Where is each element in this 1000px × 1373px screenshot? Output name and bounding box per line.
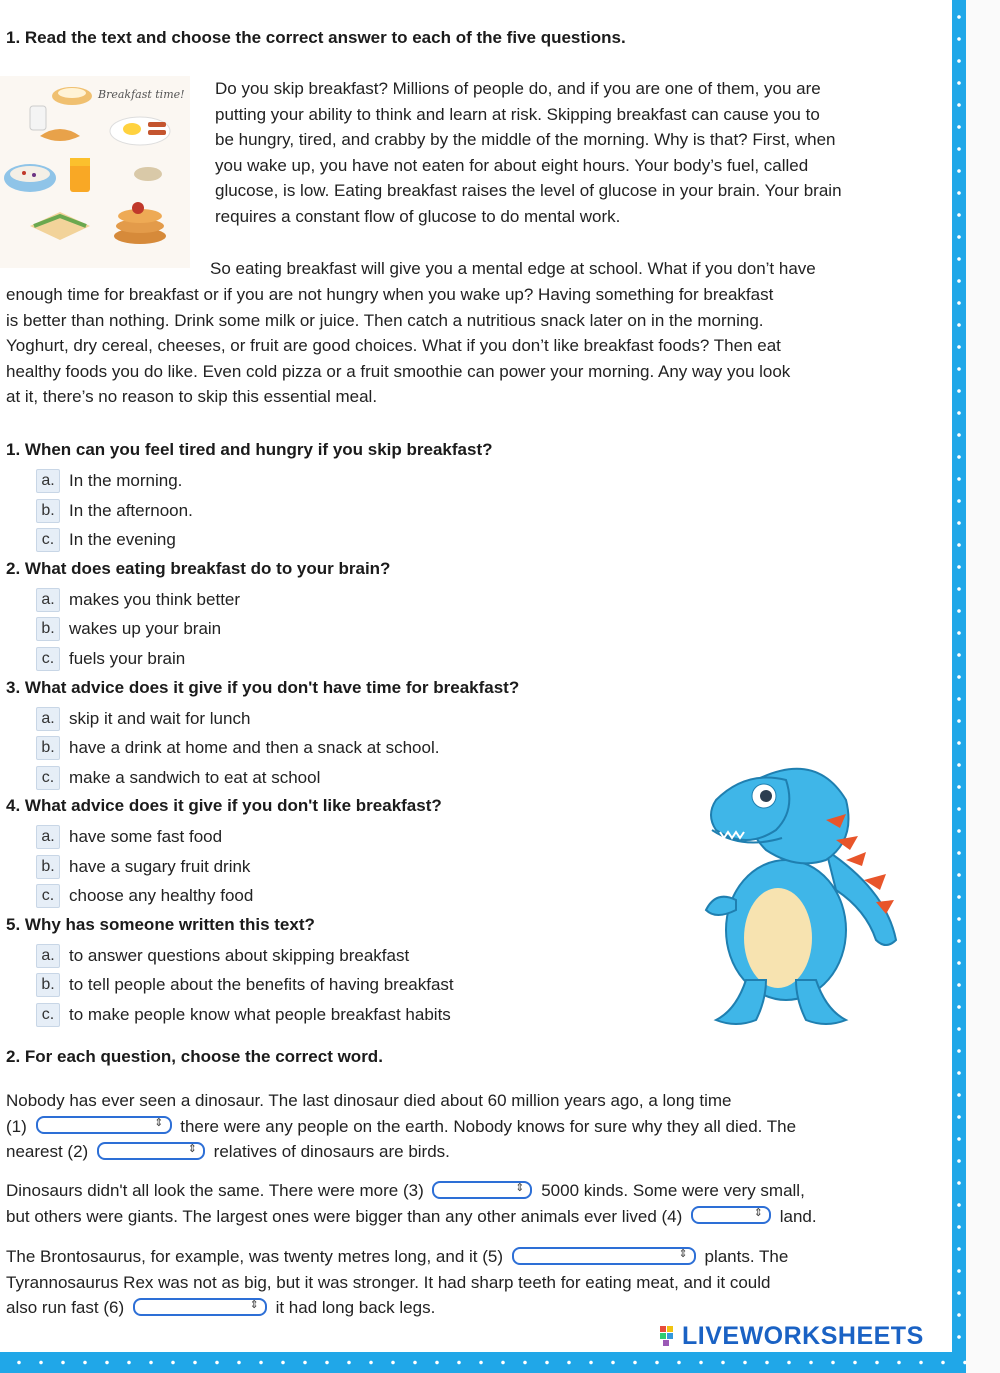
logo-text: LIVEWORKSHEETS — [682, 1322, 924, 1350]
q5-option-a[interactable] — [36, 944, 409, 968]
section-2-title: 2. For each question, choose the correct word. — [6, 1047, 383, 1066]
intro-paragraph — [215, 76, 922, 230]
option-text: fuels your brain — [69, 649, 186, 668]
gap-suffix: it had long back legs. — [275, 1298, 436, 1318]
option-letter: c. — [36, 1003, 60, 1027]
logo-mark-icon — [660, 1326, 678, 1348]
question-4: 4. What advice does it give if you don't like breakfast? — [6, 796, 442, 815]
question-1: 1. When can you feel tired and hungry if you skip breakfast? — [6, 440, 493, 459]
option-text: have some fast food — [69, 827, 223, 846]
option-text: skip it and wait for lunch — [69, 709, 251, 728]
option-letter: c. — [36, 528, 60, 552]
q2-option-b[interactable] — [36, 617, 221, 641]
option-letter: a. — [36, 588, 60, 612]
option-text: to tell people about the benefits of having breakfast — [69, 975, 454, 994]
q1-option-b[interactable] — [36, 499, 193, 523]
q3-option-a[interactable] — [36, 707, 250, 731]
dropdown-arrow-icon: ⇕ — [187, 1142, 197, 1155]
para-line: is better than nothing. Drink some milk or juice. Then catch a nutritious snack later on in the morning. — [6, 310, 764, 330]
option-text: In the evening — [69, 530, 176, 549]
para-line-gap-4 — [6, 1204, 922, 1230]
dropdown-arrow-icon: ⇕ — [753, 1207, 764, 1220]
q4-option-c[interactable] — [36, 884, 253, 908]
option-text: choose any healthy food — [69, 886, 254, 905]
gap-3-dropdown[interactable] — [432, 1181, 532, 1199]
option-letter: a. — [36, 825, 60, 849]
option-text: In the morning. — [69, 471, 183, 490]
page-gutter — [966, 0, 1000, 1373]
para-line: Yoghurt, dry cereal, cheeses, or fruit are good choices. What if you don’t like breakfast foods? Then eat — [6, 336, 781, 356]
s2-paragraph-2 — [6, 1178, 922, 1229]
para-line: at it, there’s no reason to skip this essential meal. — [6, 387, 378, 407]
option-letter: b. — [36, 736, 60, 760]
option-letter: b. — [36, 617, 60, 641]
q2-option-c[interactable] — [36, 647, 185, 671]
paragraph-2 — [6, 282, 922, 410]
para-line-gap-3 — [6, 1178, 922, 1204]
gap-suffix: 5000 kinds. Some were very small, — [541, 1181, 805, 1200]
para-line-gap-6 — [6, 1295, 922, 1321]
q5-option-c[interactable] — [36, 1003, 451, 1027]
q4-option-a[interactable] — [36, 825, 222, 849]
breakfast-food-icon — [0, 76, 190, 268]
option-text: have a drink at home and then a snack at school. — [69, 738, 440, 757]
option-letter: b. — [36, 973, 60, 997]
q1-option-c[interactable] — [36, 528, 176, 552]
option-letter: a. — [36, 469, 60, 493]
option-text: make a sandwich to eat at school — [69, 768, 321, 787]
para-line-gap-1 — [6, 1114, 922, 1140]
s2-paragraph-3 — [6, 1244, 922, 1321]
option-letter: c. — [36, 884, 60, 908]
breakfast-label: Breakfast time! — [98, 88, 185, 101]
q3-option-c[interactable] — [36, 766, 320, 790]
question-2: 2. What does eating breakfast do to your brain? — [6, 559, 391, 578]
q5-option-b[interactable] — [36, 973, 454, 997]
liveworksheets-logo — [660, 1322, 924, 1351]
gap-suffix: plants. The — [704, 1247, 789, 1266]
intro-line: glucose, is low. Eating breakfast raises the level of glucose in your brain. Your brain — [215, 181, 842, 201]
para-line-gap-2 — [6, 1139, 922, 1165]
q4-option-b[interactable] — [36, 855, 250, 879]
option-text: makes you think better — [69, 590, 241, 609]
q1-option-a[interactable] — [36, 469, 182, 493]
gap-prefix: Dinosaurs didn't all look the same. There were more (3) — [6, 1181, 424, 1200]
gap-prefix: but others were giants. The largest ones were bigger than any other animals ever lived (4) — [6, 1206, 683, 1226]
para-line: Nobody has ever seen a dinosaur. The last dinosaur died about 60 million years ago, a long time — [6, 1091, 732, 1110]
option-text: In the afternoon. — [69, 501, 193, 520]
gap-prefix: also run fast (6) — [6, 1298, 125, 1318]
para-line-gap-5 — [6, 1244, 922, 1270]
question-5: 5. Why has someone written this text? — [6, 915, 315, 934]
option-letter: b. — [36, 855, 60, 879]
para-line: healthy foods you do like. Even cold pizza or a fruit smoothie can power your morning. Any way you look — [6, 361, 791, 381]
section-1-title: 1. Read the text and choose the correct answer to each of the five questions. — [6, 28, 626, 47]
intro-line: requires a constant flow of glucose to do mental work. — [215, 206, 621, 226]
gap-suffix: land. — [779, 1206, 817, 1226]
intro-line: you wake up, you have not eaten for about eight hours. Your body’s fuel, called — [215, 155, 809, 175]
q3-option-b[interactable] — [36, 736, 439, 760]
question-3: 3. What advice does it give if you don't have time for breakfast? — [6, 678, 520, 697]
gap-4-dropdown[interactable] — [691, 1206, 771, 1224]
gap-suffix: relatives of dinosaurs are birds. — [213, 1142, 450, 1162]
option-letter: c. — [36, 766, 60, 790]
para-line: Tyrannosaurus Rex was not as big, but it was stronger. It had sharp teeth for eating meat, and it could — [6, 1272, 771, 1292]
decorative-bottom-border — [0, 1352, 966, 1373]
gap-prefix: The Brontosaurus, for example, was twenty metres long, and it (5) — [6, 1247, 504, 1266]
dinosaur-illustration — [676, 760, 916, 1040]
option-letter: c. — [36, 647, 60, 671]
intro-line: Do you skip breakfast? Millions of people do, and if you are one of them, you are — [215, 79, 821, 98]
gap-suffix: there were any people on the earth. Nobody knows for sure why they all died. The — [180, 1116, 797, 1136]
dropdown-arrow-icon: ⇕ — [249, 1298, 259, 1311]
gap-6-dropdown[interactable] — [133, 1298, 267, 1316]
dropdown-arrow-icon: ⇕ — [154, 1117, 164, 1130]
para-line: enough time for breakfast or if you are not hungry when you wake up? Having something for breakfast — [6, 285, 774, 304]
option-letter: a. — [36, 707, 60, 731]
intro-line: be hungry, tired, and crabby by the middle of the morning. Why is that? First, when — [215, 130, 836, 150]
option-text: to answer questions about skipping breakfast — [69, 946, 410, 965]
dropdown-arrow-icon: ⇕ — [515, 1181, 525, 1194]
para2-first-line: So eating breakfast will give you a mental edge at school. What if you don’t have — [210, 259, 816, 278]
option-text: to make people know what people breakfast habits — [69, 1005, 451, 1024]
dropdown-arrow-icon: ⇕ — [678, 1247, 688, 1260]
decorative-right-border — [952, 0, 966, 1352]
option-text: wakes up your brain — [69, 619, 222, 638]
gap-1-dropdown[interactable] — [36, 1116, 172, 1134]
option-text: have a sugary fruit drink — [69, 857, 251, 876]
q2-option-a[interactable] — [36, 588, 240, 612]
s2-paragraph-1 — [6, 1088, 922, 1165]
breakfast-illustration — [0, 76, 190, 268]
intro-line: putting your ability to think and learn at risk. Skipping breakfast can cause you to — [215, 104, 820, 124]
gap-5-dropdown[interactable] — [512, 1247, 696, 1265]
gap-prefix: (1) — [6, 1116, 27, 1136]
gap-prefix: nearest (2) — [6, 1142, 89, 1162]
option-letter: b. — [36, 499, 60, 523]
gap-2-dropdown[interactable] — [97, 1142, 205, 1160]
option-letter: a. — [36, 944, 60, 968]
